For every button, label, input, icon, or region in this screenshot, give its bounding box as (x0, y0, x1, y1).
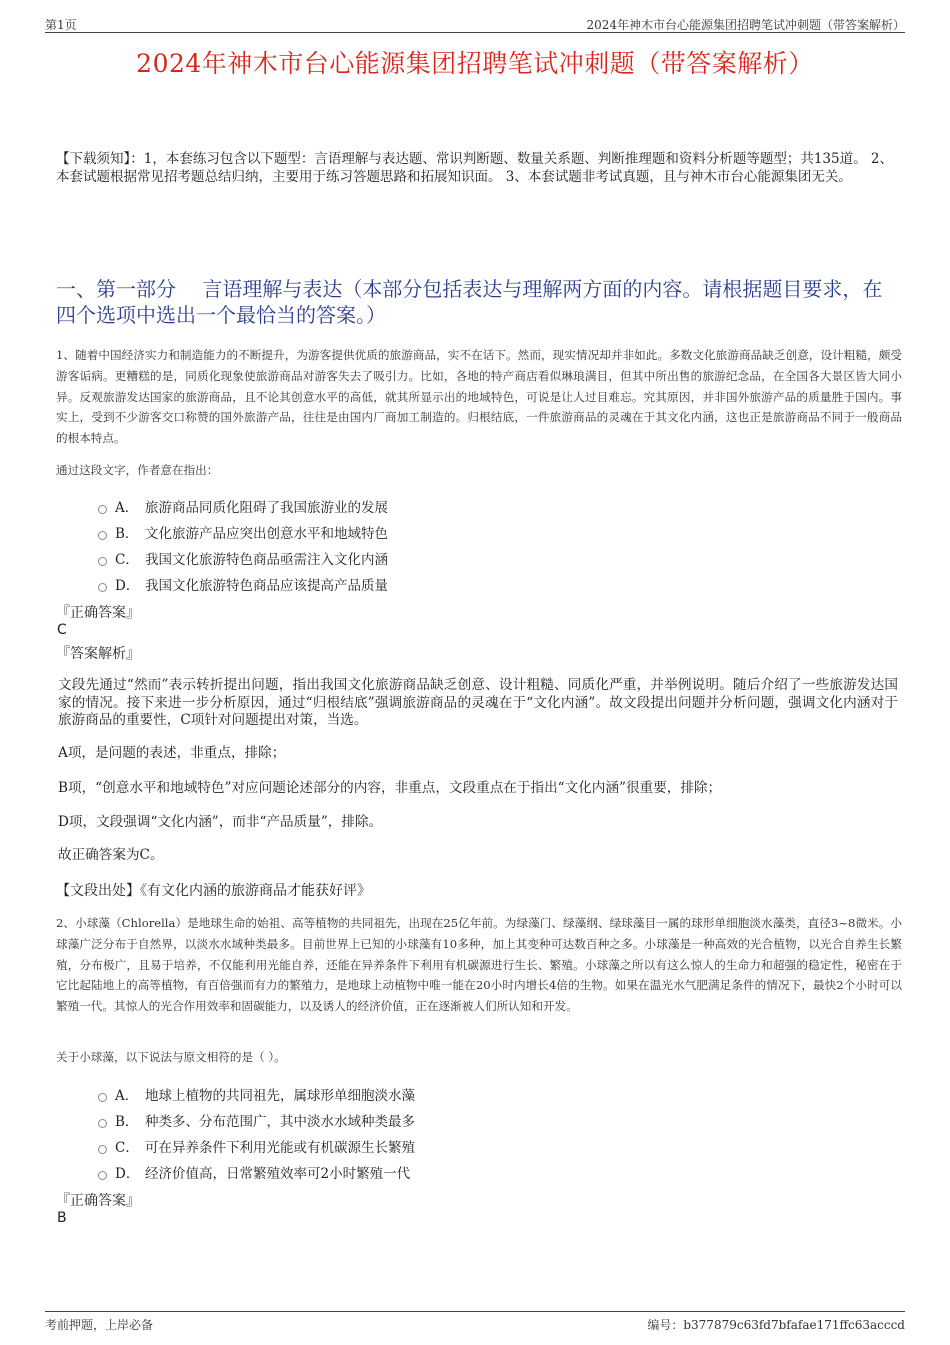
q1-question: 通过这段文字，作者意在指出： (56, 463, 219, 477)
document-title: 2024年神木市台心能源集团招聘笔试冲刺题（带答案解析） (136, 49, 814, 78)
q1-analysis-label: 『答案解析』 (56, 646, 140, 662)
radio-icon[interactable] (98, 583, 107, 592)
q2-option-d[interactable]: D． 经济价值高，日常繁殖效率可2小时繁殖一代 (98, 1159, 798, 1185)
footer-slogan: 考前押题，上岸必备 (45, 1318, 154, 1332)
radio-icon[interactable] (98, 1119, 107, 1128)
q1-options (98, 493, 798, 597)
q1-analysis-conclusion: 故正确答案为C。 (58, 847, 164, 863)
q1-option-d[interactable]: D． 我国文化旅游特色商品应该提高产品质量 (98, 571, 798, 597)
page-header (45, 14, 905, 33)
q1-option-b[interactable]: B． 文化旅游产品应突出创意水平和地域特色 (98, 519, 798, 545)
download-notice: 【下载须知】：1，本套练习包含以下题型：言语理解与表达题、常识判断题、数量关系题、判断推理题和资料分析题等题型；共135道。 2、本套试题根据常见招考题总结归纳，主要用于练习答题思路和拓展知识面。 3、本套试题非考试真题，且与神木市台心能源集团无关。 (56, 151, 893, 185)
q2-options (98, 1081, 798, 1185)
q2-question: 关于小球藻，以下说法与原文相符的是（ ）。 (56, 1050, 286, 1064)
section-title: 一、第一部分 言语理解与表达（本部分包括表达与理解两方面的内容。请根据题目要求，在四个选项中选出一个最恰当的答案。） (56, 277, 883, 327)
q1-passage: 1、随着中国经济实力和制造能力的不断提升，为游客提供优质的旅游商品，实不在话下。然而，现实情况却并非如此。多数文化旅游商品缺乏创意，设计粗糙，颇受游客诟病。更糟糕的是，同质化现象使旅游商品对游客失去了吸引力。比如，各地的特产商店看似琳琅满目，但其中所出售的旅游纪念品，在全国各大景区皆大同小异。反观旅游发达国家的旅游商品，且不论其创意水平的高低，就其所显示出的地域特色，可说是让人过目难忘。究其原因，并非国外旅游产品的质量胜于国内。事实上，受到不少游客交口称赞的国外旅游产品，往往是由国内厂商加工制造的。归根结底，一件旅游商品的灵魂在于其文化内涵，这也正是旅游商品不同于一般商品的根本特点。 (56, 348, 902, 446)
radio-icon[interactable] (98, 1093, 107, 1102)
q1-analysis-d: D项，文段强调“文化内涵”，而非“产品质量”，排除。 (58, 814, 383, 830)
q1-analysis-main: 文段先通过“然而”表示转折提出问题，指出我国文化旅游商品缺乏创意、设计粗糙、同质化严重，并举例说明。随后介绍了一些旅游发达国家的情况。接下来进一步分析原因，通过“归根结底”强调旅游商品的灵魂在于“文化内涵”。故文段提出问题并分析问题，强调文化内涵对于旅游商品的重要性，C项针对问题提出对策，当选。 (58, 677, 898, 728)
radio-icon[interactable] (98, 1145, 107, 1154)
radio-icon[interactable] (98, 505, 107, 514)
q1-option-a[interactable]: A． 旅游商品同质化阻碍了我国旅游业的发展 (98, 493, 798, 519)
q2-passage: 2、小球藻（Chlorella）是地球生命的始祖、高等植物的共同祖先，出现在25亿年前。为绿藻门、绿藻纲、绿球藻目一属的球形单细胞淡水藻类，直径3~8微米。小球藻广泛分布于自然界，以淡水水域种类最多。目前世界上已知的小球藻有10多种，加上其变种可达数百种之多。小球藻是一种高效的光合植物，以光合自养生长繁殖，分布极广，且易于培养，不仅能利用光能自养，还能在异养条件下利用有机碳源进行生长、繁殖。小球藻之所以有这么惊人的生命力和超强的稳定性，秘密在于它比起陆地上的高等植物，有百倍强而有力的繁殖力，是地球上动植物中唯一能在20小时内增长4倍的生物。如果在温光水气肥满足条件的情况下，最快2个小时可以繁殖一代。其惊人的光合作用效率和固碳能力，以及诱人的经济价值，正在逐渐被人们所认知和开发。 (56, 916, 902, 1014)
q1-answer: C (57, 622, 67, 638)
header-doc-title: 2024年神木市台心能源集团招聘笔试冲刺题（带答案解析） (586, 18, 905, 32)
q2-option-c[interactable]: C． 可在异养条件下利用光能或有机碳源生长繁殖 (98, 1133, 798, 1159)
q2-answer-label: 『正确答案』 (56, 1193, 140, 1209)
page-footer (45, 1311, 905, 1336)
q2-option-a[interactable]: A． 地球上植物的共同祖先，属球形单细胞淡水藻 (98, 1081, 798, 1107)
radio-icon[interactable] (98, 1171, 107, 1180)
footer-serial: 编号：b377879c63fd7bfafae171ffc63acccd (647, 1318, 905, 1332)
page-number: 第1页 (45, 18, 77, 32)
q1-analysis-b: B项，“创意水平和地域特色”对应问题论述部分的内容，非重点，文段重点在于指出“文化内涵”很重要，排除； (58, 780, 722, 796)
q1-answer-label: 『正确答案』 (56, 605, 140, 621)
radio-icon[interactable] (98, 531, 107, 540)
q2-answer: B (57, 1210, 67, 1226)
q1-analysis-a: A项，是问题的表述，非重点，排除； (58, 745, 286, 761)
radio-icon[interactable] (98, 557, 107, 566)
q1-option-c[interactable]: C． 我国文化旅游特色商品亟需注入文化内涵 (98, 545, 798, 571)
q1-source: 【文段出处】《有文化内涵的旅游商品才能获好评》 (56, 883, 371, 899)
q2-option-b[interactable]: B． 种类多、分布范围广，其中淡水水域种类最多 (98, 1107, 798, 1133)
